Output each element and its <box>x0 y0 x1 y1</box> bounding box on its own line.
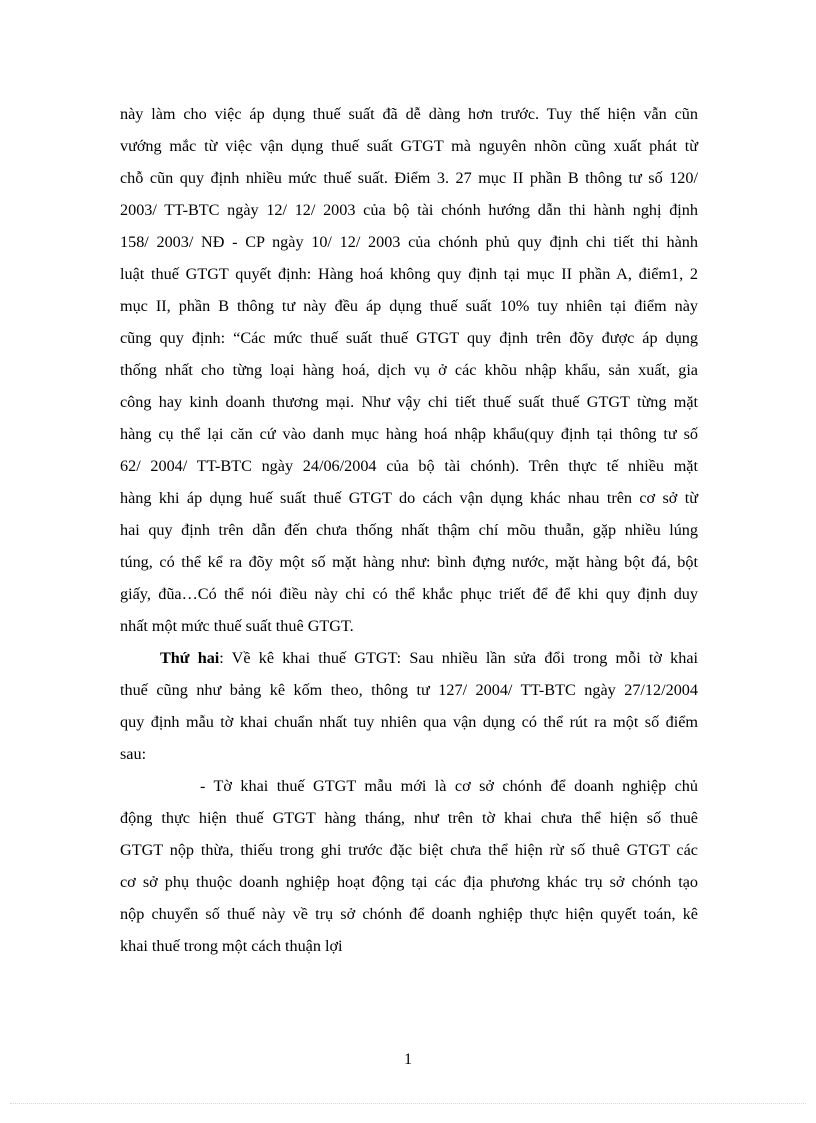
text-line: - Tờ khai thuế GTGT mẫu mới là cơ sở chónh để doanh nghiệp chủ <box>200 777 698 795</box>
page-bottom-divider <box>10 1103 806 1104</box>
text-line: sau: <box>120 745 147 763</box>
text-line: khai thuế trong một cách thuận lợi <box>120 937 343 955</box>
text-line: vướng mắc từ việc vận dụng thuế suất GTGT mà nguyên nhõn cũng xuất phát từ <box>120 137 698 155</box>
paragraph-lead: Thứ hai <box>160 649 220 667</box>
text-line: hàng khi áp dụng huế suất thuế GTGT do cách vận dụng khác nhau trên cơ sở từ <box>120 489 698 507</box>
text-line: này làm cho việc áp dụng thuế suất đã dễ dàng hơn trước. Tuy thế hiện vẫn cũn <box>120 105 698 123</box>
text-line: luật thuế GTGT quyết định: Hàng hoá không quy định tại mục II phần A, điểm1, 2 <box>120 265 698 283</box>
text-line: công hay kinh doanh thương mại. Như vậy chi tiết thuế suất thuế GTGT từng mặt <box>120 393 698 411</box>
text-line: thuế cũng như bảng kê kốm theo, thông tư 127/ 2004/ TT-BTC ngày 27/12/2004 <box>120 681 698 699</box>
text-line: chỗ cũn quy định nhiều mức thuế suất. Điểm 3. 27 mục II phần B thông tư số 120/ <box>120 169 698 187</box>
page-number: 1 <box>404 1051 412 1068</box>
text-line <box>160 648 698 668</box>
text-line: động thực hiện thuế GTGT hàng tháng, như trên tờ khai chưa thể hiện số thuê <box>120 809 698 827</box>
text-line: quy định mẫu tờ khai chuẩn nhất tuy nhiên qua vận dụng có thể rút ra một số điểm <box>120 713 698 731</box>
text-line: 158/ 2003/ NĐ - CP ngày 10/ 12/ 2003 của chónh phủ quy định chi tiết thi hành <box>120 233 698 251</box>
text-line: cũng quy định: “Các mức thuế suất thuế GTGT quy định trên đõy được áp dụng <box>120 329 698 347</box>
text-line: nộp chuyển số thuế này về trụ sở chónh để doanh nghiệp thực hiện quyết toán, kê <box>120 905 698 923</box>
text-line: GTGT nộp thừa, thiếu trong ghi trước đặc biệt chưa thể hiện rừ số thuê GTGT các <box>120 841 698 859</box>
text-line: 2003/ TT-BTC ngày 12/ 12/ 2003 của bộ tài chónh hướng dẫn thi hành nghị định <box>120 201 698 219</box>
text-span: : Về kê khai thuế GTGT: Sau nhiều lần sửa đổi trong mỗi tờ khai <box>219 649 699 667</box>
text-line: cơ sở phụ thuộc doanh nghiệp hoạt động tại các địa phương khác trụ sở chónh tạo <box>120 873 698 891</box>
text-line: nhất một mức thuế suất thuê GTGT. <box>120 617 354 635</box>
text-line: túng, có thể kể ra đõy một số mặt hàng như: bình đựng nước, mặt hàng bột đá, bột <box>120 553 698 571</box>
text-line: hàng cụ thể lại căn cứ vào danh mục hàng hoá nhập khẩu(quy định tại thông tư số <box>120 425 698 443</box>
text-line: thống nhất cho từng loại hàng hoá, dịch vụ ở các khõu nhập khẩu, sản xuất, gia <box>120 361 698 379</box>
text-line: 62/ 2004/ TT-BTC ngày 24/06/2004 của bộ tài chónh). Trên thực tế nhiều mặt <box>120 457 698 475</box>
text-line: mục II, phần B thông tư này đều áp dụng thuế suất 10% tuy nhiên tại điểm này <box>120 297 698 315</box>
text-line: giấy, đũa…Có thể nói điều này chỉ có thể khắc phục triết để để khi quy định duy <box>120 585 698 603</box>
text-line: hai quy định trên dẫn đến chưa thống nhất thậm chí mõu thuẫn, gặp nhiều lúng <box>120 521 698 539</box>
